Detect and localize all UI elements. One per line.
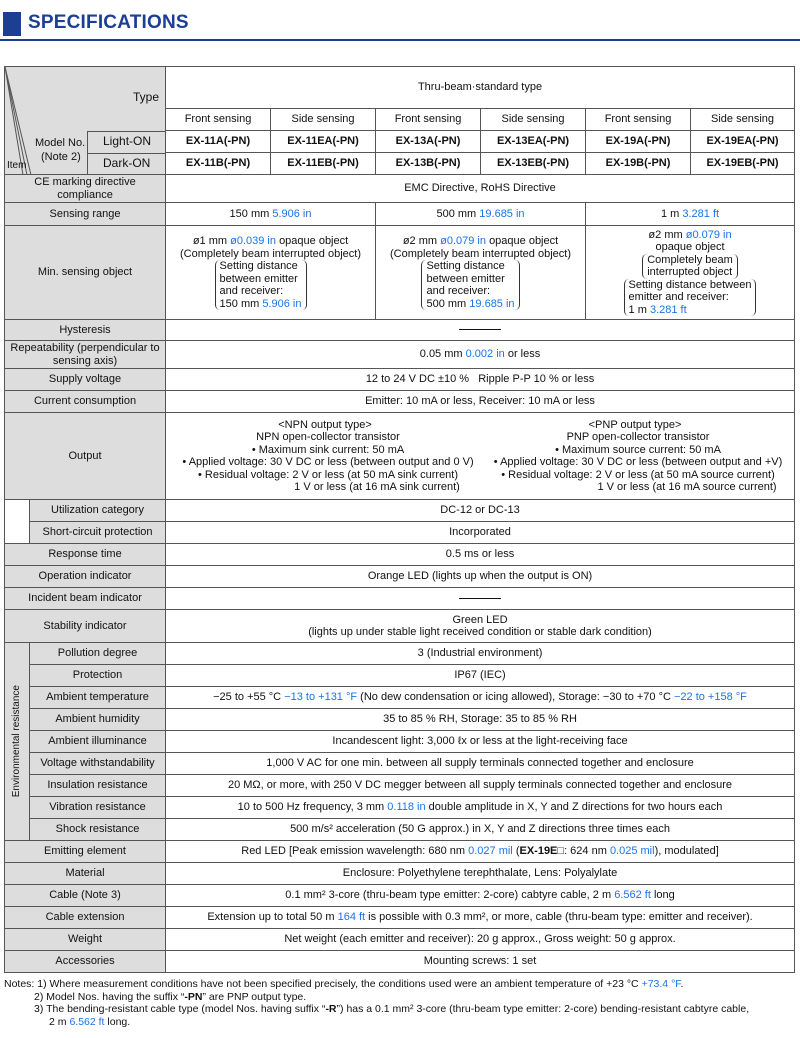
- row-label-ce: CE marking directive compliance: [5, 175, 166, 203]
- row-value-current: Emitter: 10 mA or less, Receiver: 10 mA or less: [166, 391, 795, 413]
- row-label-min-object: Min. sensing object: [5, 226, 166, 320]
- corner-item-label: Item: [7, 160, 27, 171]
- row-label-material: Material: [5, 863, 166, 885]
- light-on-model: EX-19EA(-PN): [691, 131, 795, 153]
- row-value-hysteresis: [166, 320, 795, 341]
- dark-on-model: EX-13B(-PN): [376, 153, 481, 175]
- corner-cell: [5, 67, 166, 175]
- sensing-header: Front sensing: [376, 109, 481, 131]
- sensing-range-11: 150 mm 5.906 in: [166, 203, 376, 226]
- corner-type-label: Type: [133, 90, 160, 104]
- dark-on-model: EX-11EB(-PN): [271, 153, 376, 175]
- row-label-protection: Protection: [30, 665, 166, 687]
- row-label-sensing-range: Sensing range: [5, 203, 166, 226]
- corner-note-label: (Note 2): [41, 151, 81, 163]
- row-value-pollution: 3 (Industrial environment): [166, 643, 795, 665]
- min-object-19: ø2 mm ø0.079 in opaque object Completely beam interrupted object Setting distance between emitter and receiver: 1 m 3.281 ft: [586, 226, 795, 320]
- row-label-output: Output: [5, 413, 166, 500]
- row-label-ambient-temp: Ambient temperature: [30, 687, 166, 709]
- light-on-label: Light-ON: [103, 134, 152, 148]
- row-label-current: Current consumption: [5, 391, 166, 413]
- note-1: Notes: 1) Where measurement conditions have not been specified precisely, the conditions used were an ambient temperature of +23 °C +73.4 °F.: [4, 978, 684, 990]
- row-label-repeatability: Repeatability (perpendicular to sensing axis): [5, 341, 166, 369]
- sensing-header: Side sensing: [271, 109, 376, 131]
- row-value-supply: 12 to 24 V DC ±10 % Ripple P-P 10 % or less: [166, 369, 795, 391]
- row-value-cable: 0.1 mm² 3-core (thru-beam type emitter: 2-core) cabtyre cable, 2 m 6.562 ft long: [166, 885, 795, 907]
- row-value-stability: Green LED (lights up under stable light received condition or stable dark condition): [166, 610, 795, 643]
- row-label-cable: Cable (Note 3): [5, 885, 166, 907]
- row-label-hysteresis: Hysteresis: [5, 320, 166, 341]
- light-on-model: EX-13EA(-PN): [481, 131, 586, 153]
- light-on-model: EX-11EA(-PN): [271, 131, 376, 153]
- row-label-short-circuit: Short-circuit protection: [30, 522, 166, 544]
- sensing-header: Side sensing: [691, 109, 795, 131]
- npn-output-block: <NPN output type> NPN open-collector transistor • Maximum sink current: 50 mA • Applied voltage: 30 V DC or less (between output and 0 V) • Residual voltage: 2 V or less (at 50 mA sink current) 1 V or less (at 16 mA sink current): [182, 418, 474, 493]
- dash-mark: [459, 329, 501, 330]
- header-marker: [3, 12, 21, 36]
- row-label-pollution: Pollution degree: [30, 643, 166, 665]
- row-value-ambient-temp: −25 to +55 °C −13 to +131 °F (No dew condensation or icing allowed), Storage: −30 to +70 °C −22 to +158 °F: [166, 687, 795, 709]
- light-on-model: EX-13A(-PN): [376, 131, 481, 153]
- row-label-operation-indicator: Operation indicator: [5, 566, 166, 588]
- row-label-ambient-humidity: Ambient humidity: [30, 709, 166, 731]
- pnp-output-block: <PNP output type> PNP open-collector transistor • Maximum source current: 50 mA • Applied voltage: 30 V DC or less (between output and +V) • Residual voltage: 2 V or less (at 50 mA source current) 1 V or less (at 16 mA source current): [493, 418, 783, 493]
- light-on-model: EX-11A(-PN): [166, 131, 271, 153]
- env-resistance-group: Environmental resistance: [5, 643, 30, 841]
- row-label-incident-indicator: Incident beam indicator: [5, 588, 166, 610]
- row-value-short-circuit: Incorporated: [166, 522, 795, 544]
- row-label-stability: Stability indicator: [5, 610, 166, 643]
- spec-table: [4, 66, 795, 973]
- row-label-emitting: Emitting element: [5, 841, 166, 863]
- row-value-repeatability: 0.05 mm 0.002 in or less: [166, 341, 795, 369]
- min-object-11: ø1 mm ø0.039 in opaque object (Completely beam interrupted object) Setting distance between emitter and receiver: 150 mm 5.906 in: [166, 226, 376, 320]
- row-value-vibration: 10 to 500 Hz frequency, 3 mm 0.118 in double amplitude in X, Y and Z directions for two hours each: [166, 797, 795, 819]
- row-value-protection: IP67 (IEC): [166, 665, 795, 687]
- dark-on-model: EX-19B(-PN): [586, 153, 691, 175]
- row-label-utilization: Utilization category: [30, 500, 166, 522]
- dark-on-model: EX-19EB(-PN): [691, 153, 795, 175]
- row-value-insulation: 20 MΩ, or more, with 250 V DC megger between all supply terminals connected together and enclosure: [166, 775, 795, 797]
- note-2: 2) Model Nos. having the suffix “-PN” are PNP output type.: [34, 990, 307, 1003]
- sensing-range-13: 500 mm 19.685 in: [376, 203, 586, 226]
- row-value-accessories: Mounting screws: 1 set: [166, 951, 795, 973]
- row-value-output: [166, 413, 795, 500]
- corner-model-label: Model No.: [35, 137, 86, 149]
- row-label-ambient-illuminance: Ambient illuminance: [30, 731, 166, 753]
- note-3-cont: 2 m 6.562 ft long.: [49, 1015, 131, 1028]
- row-label-accessories: Accessories: [5, 951, 166, 973]
- row-label-cable-extension: Cable extension: [5, 907, 166, 929]
- row-value-material: Enclosure: Polyethylene terephthalate, Lens: Polyalylate: [166, 863, 795, 885]
- dark-on-model: EX-13EB(-PN): [481, 153, 586, 175]
- row-label-vibration: Vibration resistance: [30, 797, 166, 819]
- row-value-ambient-humidity: 35 to 85 % RH, Storage: 35 to 85 % RH: [166, 709, 795, 731]
- row-value-operation-indicator: Orange LED (lights up when the output is ON): [166, 566, 795, 588]
- note-3: 3) The bending-resistant cable type (model Nos. having suffix “-R”) has a 0.1 mm² 3-core (thru-beam type emitter: 2-core) bending-resistant cabtyre cable,: [34, 1003, 750, 1015]
- row-label-response: Response time: [5, 544, 166, 566]
- dark-on-model: EX-11B(-PN): [166, 153, 271, 175]
- dark-on-label: Dark-ON: [103, 156, 151, 170]
- dash-mark: [459, 598, 501, 599]
- light-on-model: EX-19A(-PN): [586, 131, 691, 153]
- sensing-header: Front sensing: [166, 109, 271, 131]
- row-value-cable-extension: Extension up to total 50 m 164 ft is possible with 0.3 mm², or more, cable (thru-beam type: emitter and receiver).: [166, 907, 795, 929]
- row-label-shock: Shock resistance: [30, 819, 166, 841]
- sensing-header: Side sensing: [481, 109, 586, 131]
- row-label-weight: Weight: [5, 929, 166, 951]
- page-title: SPECIFICATIONS: [28, 12, 189, 33]
- sensing-header: Front sensing: [586, 109, 691, 131]
- row-value-utilization: DC-12 or DC-13: [166, 500, 795, 522]
- section-header: [0, 8, 800, 40]
- sensing-range-19: 1 m 3.281 ft: [586, 203, 795, 226]
- row-label-voltage-withstand: Voltage withstandability: [30, 753, 166, 775]
- row-label-supply: Supply voltage: [5, 369, 166, 391]
- notes-block: [4, 978, 796, 1028]
- row-value-response: 0.5 ms or less: [166, 544, 795, 566]
- row-label-insulation: Insulation resistance: [30, 775, 166, 797]
- row-value-emitting: Red LED [Peak emission wavelength: 680 nm 0.027 mil (EX-19E□: 624 nm 0.025 mil), modulated]: [166, 841, 795, 863]
- row-value-voltage-withstand: 1,000 V AC for one min. between all supply terminals connected together and enclosure: [166, 753, 795, 775]
- row-value-ce: EMC Directive, RoHS Directive: [166, 175, 795, 203]
- min-object-13: ø2 mm ø0.079 in opaque object (Completely beam interrupted object) Setting distance between emitter and receiver: 500 mm 19.685 in: [376, 226, 586, 320]
- type-title: Thru-beam·standard type: [166, 67, 795, 109]
- row-value-ambient-illuminance: Incandescent light: 3,000 ℓx or less at the light-receiving face: [166, 731, 795, 753]
- header-rule: [0, 39, 800, 41]
- row-value-incident-indicator: [166, 588, 795, 610]
- row-value-shock: 500 m/s² acceleration (50 G approx.) in X, Y and Z directions three times each: [166, 819, 795, 841]
- row-value-weight: Net weight (each emitter and receiver): 20 g approx., Gross weight: 50 g approx.: [166, 929, 795, 951]
